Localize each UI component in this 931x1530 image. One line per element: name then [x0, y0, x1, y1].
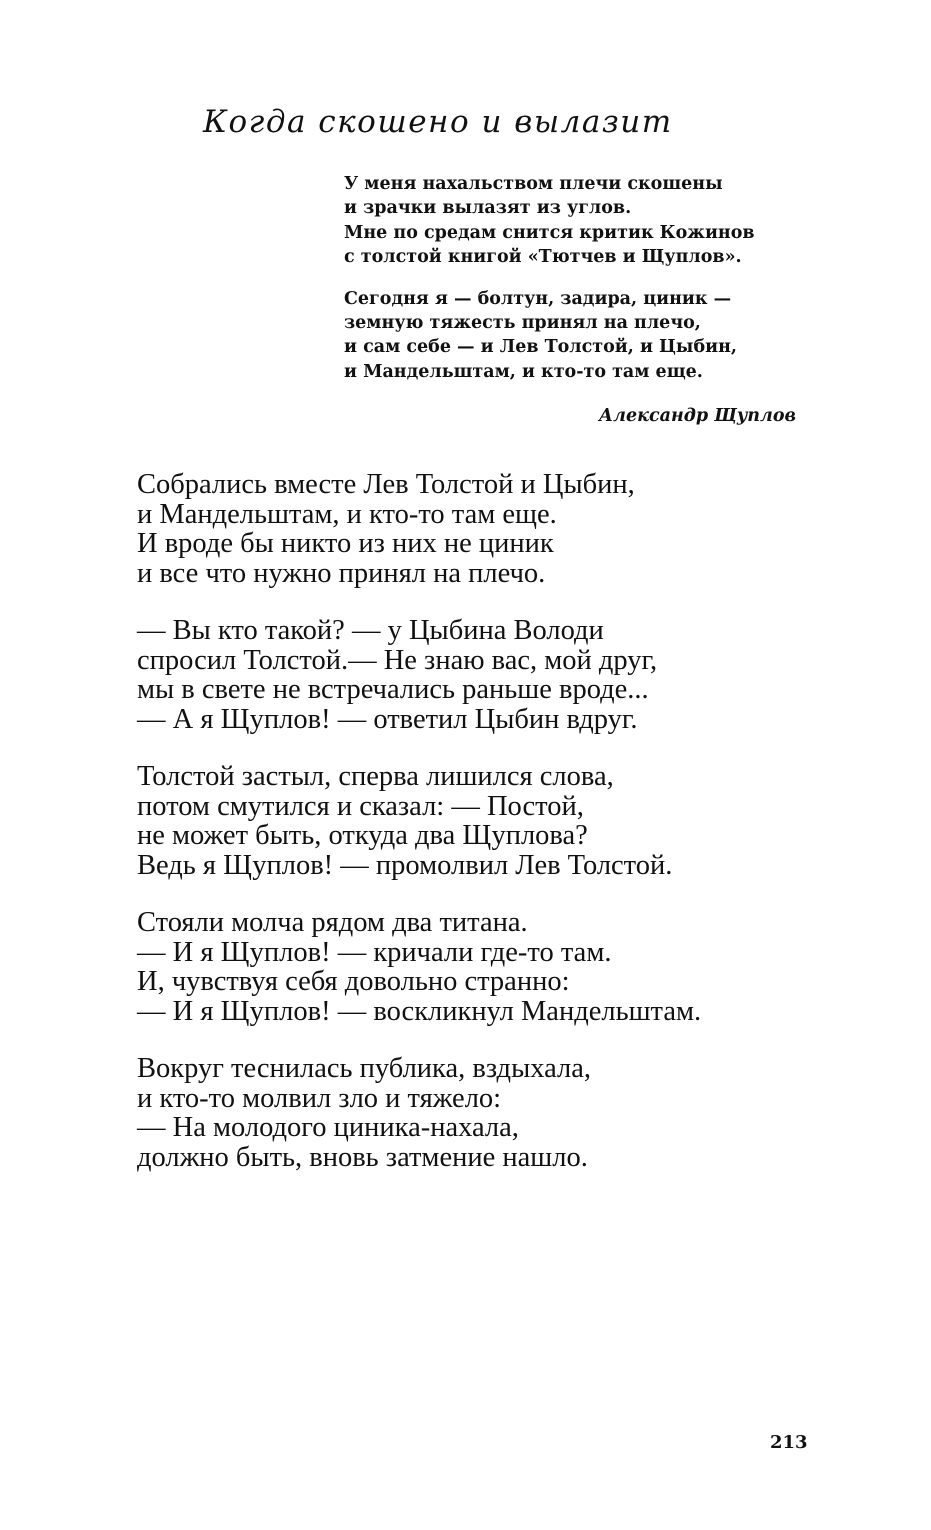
poem-line: Вокруг теснилась публика, вздыхала,	[137, 1053, 591, 1084]
epigraph-stanza	[344, 287, 814, 385]
poem-stanza	[137, 1054, 817, 1172]
epigraph-line: У меня нахальством плечи скошены	[344, 174, 723, 194]
poem-stanza	[137, 762, 817, 880]
epigraph-line: земную тяжесть принял на плечо,	[344, 313, 701, 334]
poem-line: мы в свете не встречались раньше вроде...	[137, 674, 649, 705]
epigraph-line: и Мандельштам, и кто-то там еще.	[344, 361, 703, 382]
epigraph-line: Сегодня я — болтун, задира, циник —	[344, 288, 732, 309]
poem-line: и Мандельштам, и кто-то там еще.	[137, 498, 557, 530]
page-number: 213	[770, 1432, 808, 1453]
poem-line: не может быть, откуда два Щуплова?	[137, 820, 588, 851]
poem-title: Когда скошено и вылазит	[203, 104, 673, 140]
epigraph-author: Александр Щуплов	[598, 406, 796, 426]
poem-line: Толстой застыл, сперва лишился слова,	[137, 761, 614, 792]
poem-line: — А я Щуплов! — ответил Цыбин вдруг.	[137, 703, 638, 735]
poem-stanza	[137, 470, 817, 588]
epigraph-line: Мне по средам снится критик Кожинов	[344, 222, 755, 243]
poem-line: И, чувствуя себя довольно странно:	[137, 966, 570, 997]
poem-line: — На молодого циника-нахала,	[137, 1112, 519, 1143]
poem-line: и кто-то молвил зло и тяжело:	[137, 1082, 502, 1114]
epigraph-line: и сам себе — и Лев Толстой, и Цыбин,	[344, 337, 738, 358]
poem-line: — Вы кто такой? — у Цыбина Володи	[137, 615, 604, 646]
poem-stanza	[137, 908, 817, 1026]
poem-body	[137, 470, 817, 1200]
epigraph-line: с толстой книгой «Тютчев и Щуплов».	[344, 247, 742, 268]
poem-line: И вроде бы никто из них не циник	[137, 528, 554, 559]
epigraph-line: и зрачки вылазят из углов.	[344, 198, 632, 219]
poem-line: — И я Щуплов! — кричали где-то там.	[137, 936, 612, 968]
poem-line: Ведь я Щуплов! — промолвил Лев Толстой.	[137, 849, 673, 881]
poem-line: Стояли молча рядом два титана.	[137, 907, 528, 938]
poem-line: потом смутился и сказал: — Постой,	[137, 790, 584, 822]
epigraph	[344, 172, 814, 401]
poem-line: и все что нужно принял на плечо.	[137, 557, 546, 589]
poem-stanza	[137, 616, 817, 734]
poem-line: — И я Щуплов! — воскликнул Мандельштам.	[137, 995, 702, 1027]
epigraph-stanza	[344, 172, 814, 270]
poem-line: спросил Толстой.— Не знаю вас, мой друг,	[137, 644, 658, 676]
poem-line: должно быть, вновь затмение нашло.	[137, 1141, 588, 1173]
poem-line: Собрались вместе Лев Толстой и Цыбин,	[137, 469, 635, 500]
